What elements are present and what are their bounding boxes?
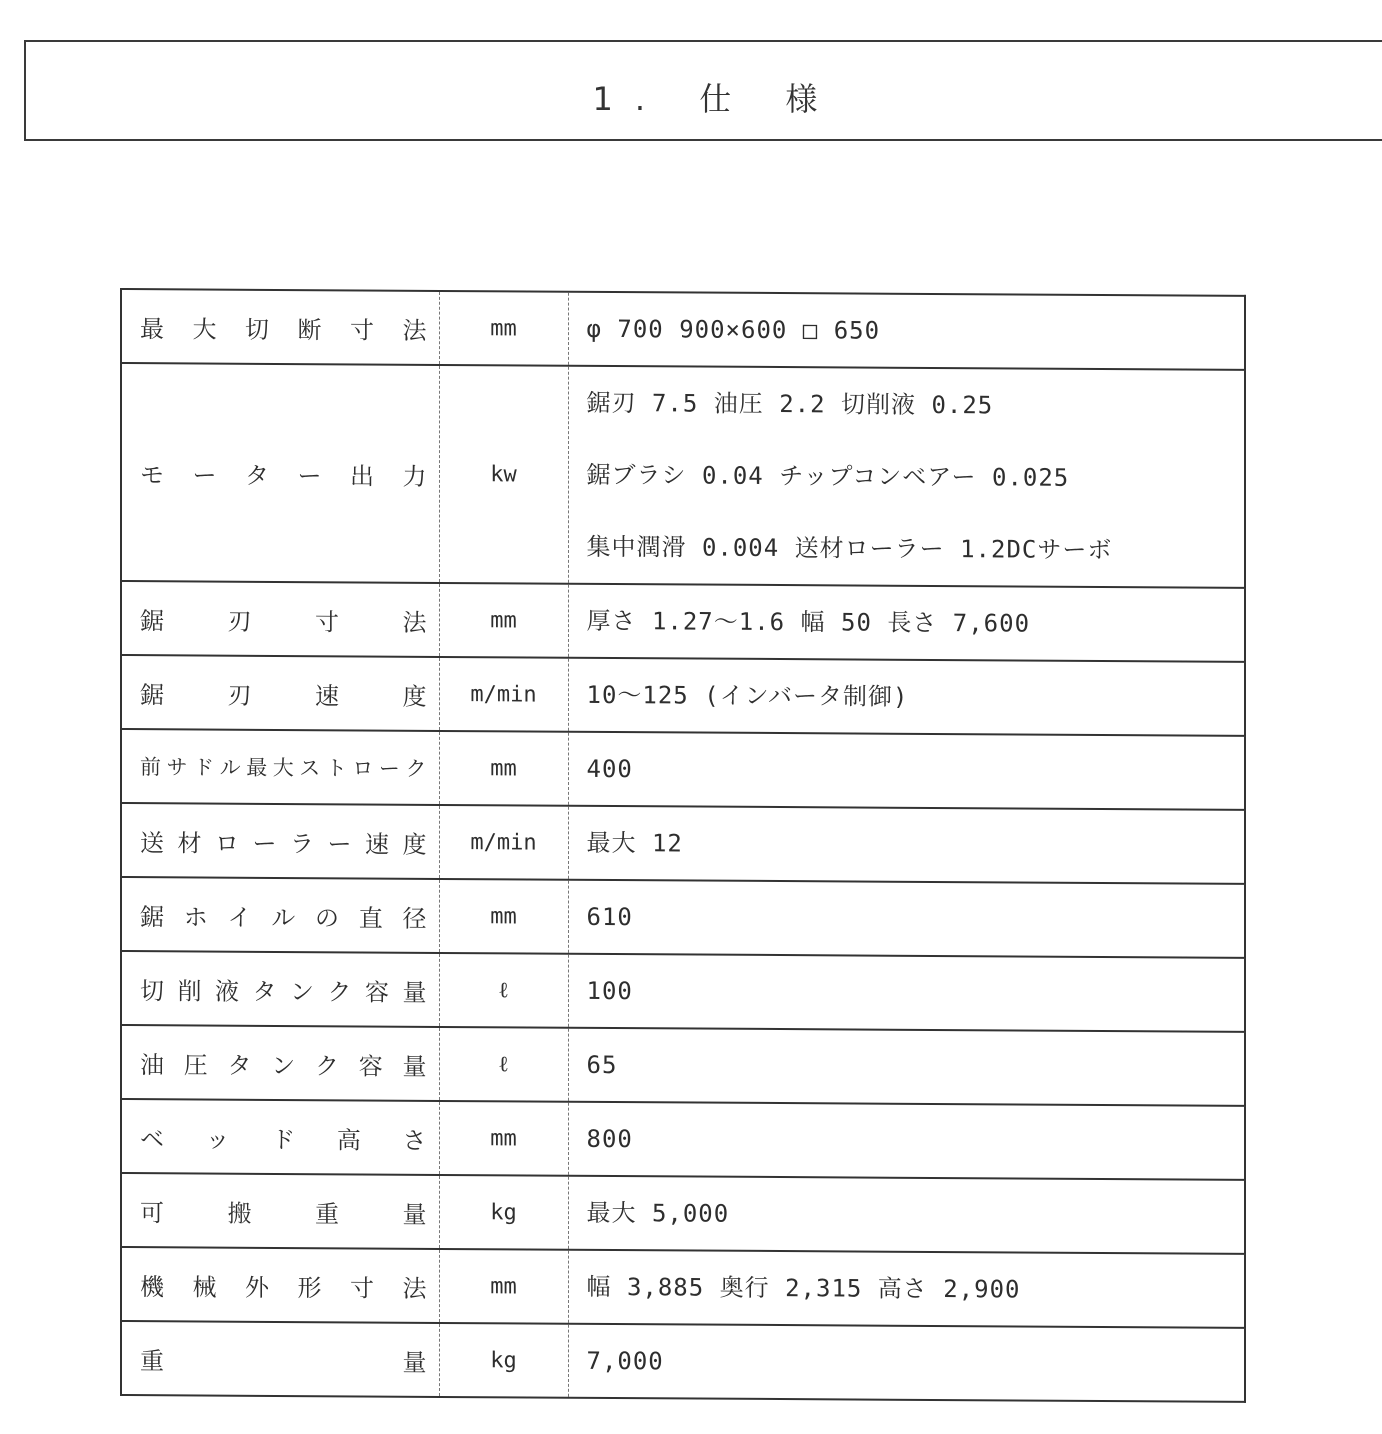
spec-label-cell	[121, 803, 439, 879]
spec-value: 最大 12	[586, 828, 683, 858]
spec-unit: kw	[439, 365, 568, 584]
spec-row	[121, 581, 1245, 662]
spec-label: 鋸 ホ イ ル の 直 径	[140, 902, 427, 933]
spec-row	[121, 951, 1245, 1032]
spec-value-cell	[568, 584, 1245, 662]
spec-value: 7,000	[586, 1346, 664, 1376]
spec-value: 厚さ 1.27～1.6 幅 50 長さ 7,600	[586, 606, 1031, 638]
spec-label: 重 量	[140, 1346, 427, 1377]
spec-value-cell	[568, 1102, 1245, 1180]
spec-label-cell	[121, 363, 439, 583]
spec-unit: m/min	[439, 657, 568, 732]
spec-label: 前 サ ド ル 最 大 ス ト ロ ー ク	[140, 755, 427, 781]
spec-row	[121, 363, 1245, 588]
spec-label: 切 削 液 タ ン ク 容 量	[140, 976, 427, 1007]
spec-row	[121, 655, 1245, 736]
title-box	[24, 40, 1382, 141]
spec-row	[121, 289, 1245, 370]
spec-row	[121, 877, 1245, 958]
spec-label: 可 搬 重 量	[140, 1198, 427, 1229]
spec-unit: kg	[439, 1175, 568, 1250]
spec-row	[121, 1173, 1245, 1254]
spec-value: 鋸刃 7.5 油圧 2.2 切削液 0.25	[586, 388, 994, 420]
spec-value-cell	[568, 366, 1245, 588]
spec-label-cell	[121, 729, 439, 805]
spec-value-cell	[568, 1176, 1245, 1254]
spec-value: 100	[586, 976, 633, 1006]
spec-label: 鋸 刃 速 度	[140, 680, 427, 711]
spec-value-cell	[568, 806, 1245, 884]
spec-label-cell	[121, 1247, 439, 1323]
spec-unit: ℓ	[439, 1027, 568, 1102]
spec-value: 800	[586, 1124, 633, 1154]
spec-unit: m/min	[439, 805, 568, 880]
spec-unit: mm	[439, 583, 568, 658]
spec-label-cell	[121, 951, 439, 1027]
spec-label-cell	[121, 1173, 439, 1249]
spec-value-cell	[568, 732, 1245, 810]
spec-label: 油 圧 タ ン ク 容 量	[140, 1050, 427, 1081]
spec-label: ベ ッ ド 高 さ	[140, 1124, 427, 1155]
spec-unit: mm	[439, 1101, 568, 1176]
spec-value-cell	[568, 1028, 1245, 1106]
spec-label-cell	[121, 581, 439, 657]
spec-unit: mm	[439, 291, 568, 366]
spec-label: 機 械 外 形 寸 法	[140, 1272, 427, 1303]
spec-label-cell	[121, 1025, 439, 1101]
spec-row	[121, 729, 1245, 810]
spec-label-cell	[121, 289, 439, 365]
spec-value: 集中潤滑 0.004 送材ローラー 1.2DCサーボ	[586, 532, 1113, 565]
spec-label-cell	[121, 1099, 439, 1175]
spec-label-cell	[121, 877, 439, 953]
spec-value-cell	[568, 292, 1245, 370]
spec-row	[121, 1321, 1245, 1402]
spec-unit: mm	[439, 879, 568, 954]
spec-value: 最大 5,000	[586, 1198, 730, 1228]
spec-label: 鋸 刃 寸 法	[140, 606, 427, 637]
spec-unit: mm	[439, 731, 568, 806]
spec-unit: ℓ	[439, 953, 568, 1028]
spec-value-cell	[568, 1250, 1245, 1328]
spec-table	[120, 288, 1246, 1403]
spec-value: 幅 3,885 奥行 2,315 高さ 2,900	[586, 1272, 1021, 1304]
spec-value: φ 700 900×600 □ 650	[586, 314, 881, 345]
page-title: 1. 仕 様	[592, 80, 840, 118]
spec-label-cell	[121, 1321, 439, 1397]
spec-value-cell	[568, 954, 1245, 1032]
spec-label: モ ー タ ー 出 力	[140, 460, 427, 491]
spec-row	[121, 803, 1245, 884]
spec-row	[121, 1247, 1245, 1328]
spec-unit: kg	[439, 1323, 568, 1398]
spec-label: 送 材 ロ ー ラ ー 速 度	[140, 828, 427, 859]
spec-label-cell	[121, 655, 439, 731]
spec-value-cell	[568, 658, 1245, 736]
spec-value: 65	[586, 1050, 618, 1080]
spec-row	[121, 1099, 1245, 1180]
spec-value: 10～125 (インバータ制御)	[586, 680, 909, 711]
spec-row	[121, 1025, 1245, 1106]
spec-value-cell	[568, 880, 1245, 958]
spec-value-cell	[568, 1324, 1245, 1402]
spec-value: 610	[586, 902, 633, 932]
spec-label: 最 大 切 断 寸 法	[140, 314, 427, 345]
spec-value: 鋸ブラシ 0.04 チップコンベアー 0.025	[586, 460, 1070, 492]
spec-unit: mm	[439, 1249, 568, 1324]
spec-value: 400	[586, 754, 633, 784]
